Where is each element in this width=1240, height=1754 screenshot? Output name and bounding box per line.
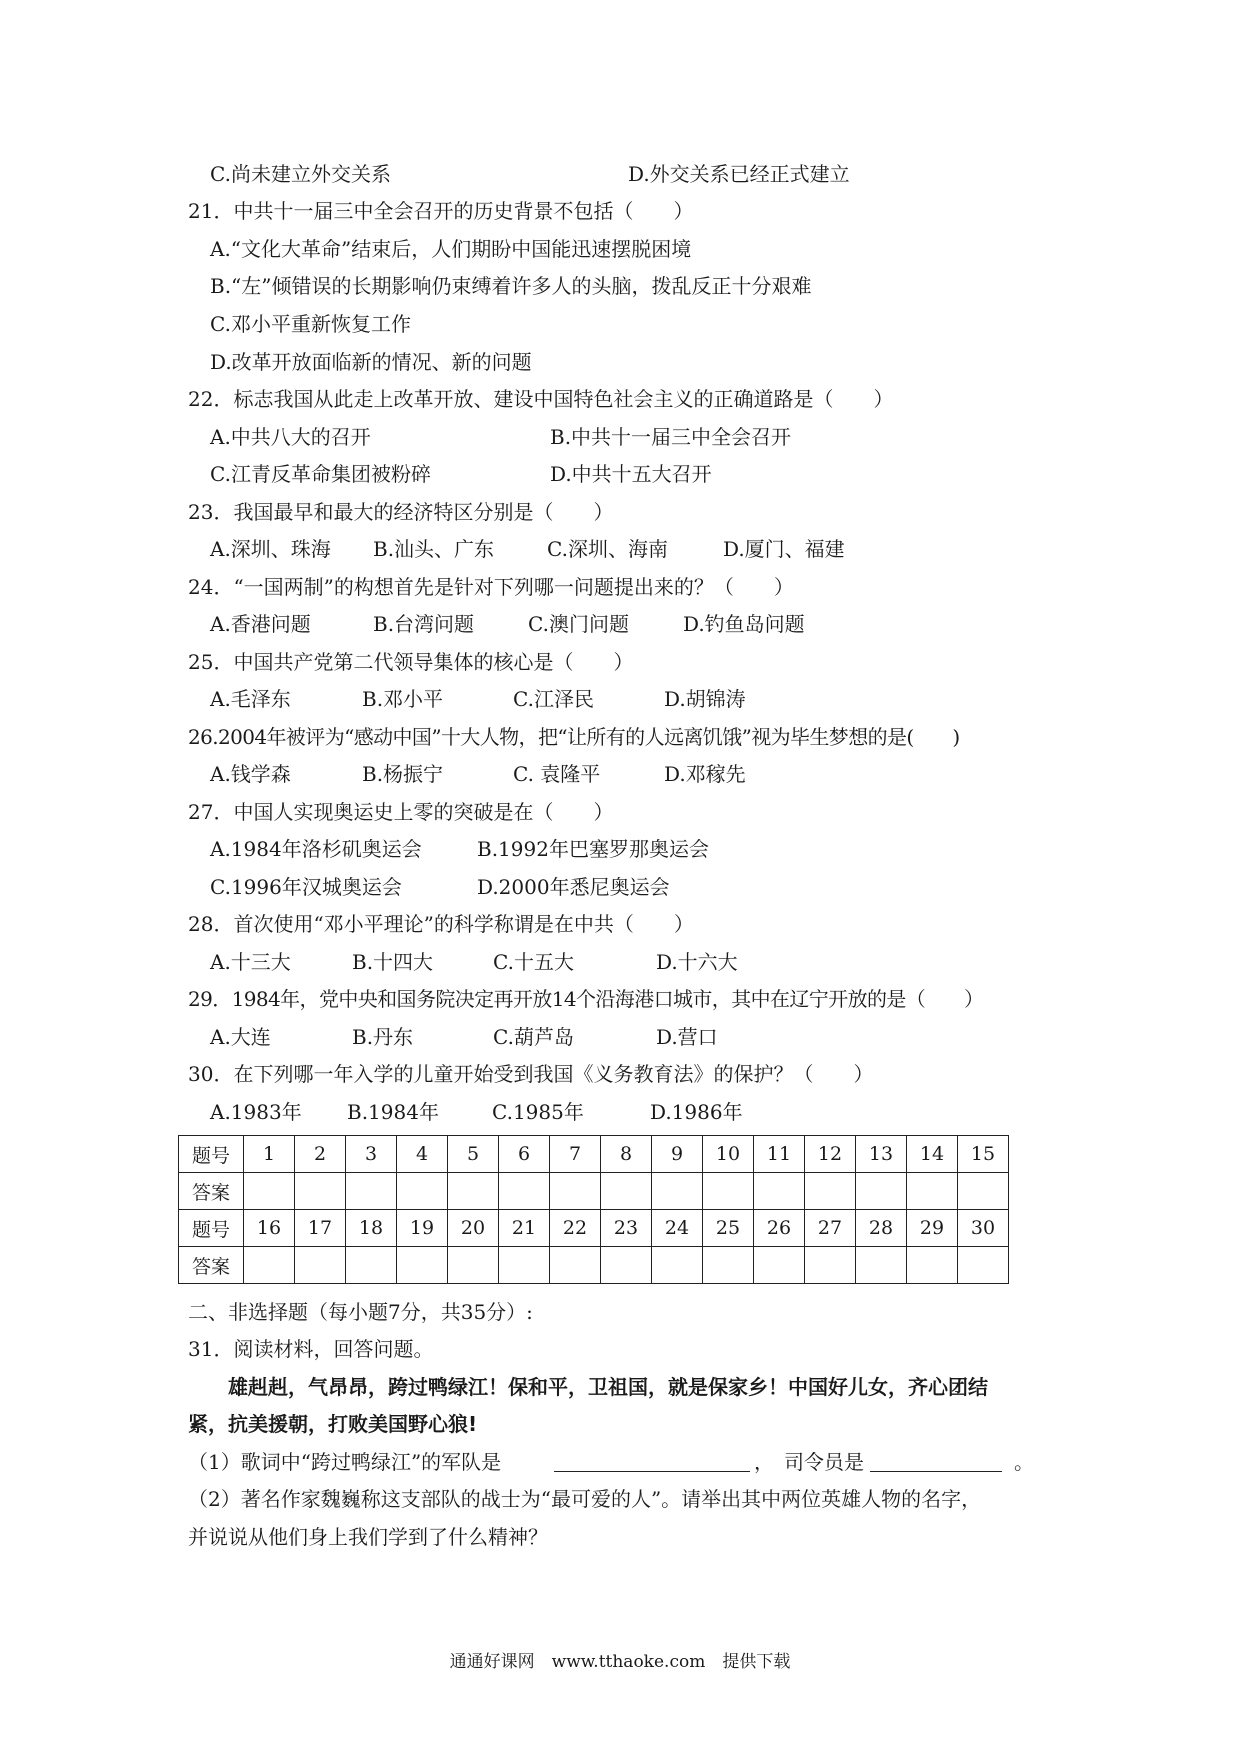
table-number-cell: 20 xyxy=(448,1210,499,1247)
q25-stem: 25．中国共产党第二代领导集体的核心是（ ） xyxy=(188,650,634,674)
table-number-cell: 25 xyxy=(703,1210,754,1247)
q23-option-b: B.汕头、广东 xyxy=(373,537,495,561)
table-number-cell: 5 xyxy=(448,1136,499,1173)
table-number-row xyxy=(179,1210,1009,1247)
table-answer-cell[interactable] xyxy=(958,1247,1009,1284)
q31-sub2-line1: （2）著名作家魏巍称这支部队的战士为“最可爱的人”。请举出其中两位英雄人物的名字， xyxy=(188,1487,982,1511)
q25-option-b: B.邓小平 xyxy=(362,687,444,711)
table-number-label: 题号 xyxy=(179,1136,244,1173)
table-number-cell: 12 xyxy=(805,1136,856,1173)
table-number-cell: 21 xyxy=(499,1210,550,1247)
q21-option-d: D.改革开放面临新的情况、新的问题 xyxy=(210,350,532,374)
army-answer-blank[interactable] xyxy=(554,1449,750,1472)
table-number-cell: 15 xyxy=(958,1136,1009,1173)
table-number-cell: 9 xyxy=(652,1136,703,1173)
q22-stem: 22．标志我国从此走上改革开放、建设中国特色社会主义的正确道路是（ ） xyxy=(188,387,894,411)
q30-option-c: C.1985年 xyxy=(492,1100,584,1124)
q25-option-d: D.胡锦涛 xyxy=(664,687,746,711)
q22-option-d: D.中共十五大召开 xyxy=(550,462,712,486)
q22-option-a: A.中共八大的召开 xyxy=(210,425,371,449)
q28-option-b: B.十四大 xyxy=(352,950,434,974)
q26-option-b: B.杨振宁 xyxy=(362,762,444,786)
table-answer-cell[interactable] xyxy=(958,1173,1009,1210)
table-answer-cell[interactable] xyxy=(397,1247,448,1284)
q28-option-c: C.十五大 xyxy=(493,950,574,974)
commander-answer-blank[interactable] xyxy=(870,1449,1002,1472)
table-number-cell: 16 xyxy=(244,1210,295,1247)
table-answer-cell[interactable] xyxy=(805,1247,856,1284)
q24-option-b: B.台湾问题 xyxy=(373,612,475,636)
table-answer-cell[interactable] xyxy=(856,1173,907,1210)
lyric-line-1: 雄赳赳，气昂昂，跨过鸭绿江！保和平，卫祖国，就是保家乡！中国好儿女，齐心团结 xyxy=(188,1375,988,1399)
q24-stem: 24．“一国两制”的构想首先是针对下列哪一问题提出来的？（ ） xyxy=(188,575,794,599)
table-number-cell: 10 xyxy=(703,1136,754,1173)
table-answer-cell[interactable] xyxy=(805,1173,856,1210)
table-number-cell: 23 xyxy=(601,1210,652,1247)
table-answer-cell[interactable] xyxy=(499,1247,550,1284)
q31-sub1-text: （1）歌词中“跨过鸭绿江”的军队是 xyxy=(188,1450,502,1474)
table-number-cell: 8 xyxy=(601,1136,652,1173)
q27-option-c: C.1996年汉城奥运会 xyxy=(210,875,402,899)
q21-option-c: C.邓小平重新恢复工作 xyxy=(210,312,411,336)
q27-stem: 27．中国人实现奥运史上零的突破是在（ ） xyxy=(188,800,614,824)
table-answer-cell[interactable] xyxy=(601,1173,652,1210)
table-number-cell: 7 xyxy=(550,1136,601,1173)
table-number-cell: 26 xyxy=(754,1210,805,1247)
q26-option-a: A.钱学森 xyxy=(210,762,291,786)
table-number-cell: 27 xyxy=(805,1210,856,1247)
table-number-cell: 2 xyxy=(295,1136,346,1173)
q29-option-b: B.丹东 xyxy=(352,1025,414,1049)
table-number-cell: 30 xyxy=(958,1210,1009,1247)
table-answer-label: 答案 xyxy=(179,1247,244,1284)
q27-option-d: D.2000年悉尼奥运会 xyxy=(477,875,670,899)
section2-title: 二、非选择题（每小题7分，共35分）: xyxy=(188,1300,533,1324)
table-answer-cell[interactable] xyxy=(448,1247,499,1284)
table-number-cell: 6 xyxy=(499,1136,550,1173)
table-answer-label: 答案 xyxy=(179,1173,244,1210)
table-number-cell: 29 xyxy=(907,1210,958,1247)
table-number-cell: 19 xyxy=(397,1210,448,1247)
q21-option-b: B.“左”倾错误的长期影响仍束缚着许多人的头脑，拨乱反正十分艰难 xyxy=(210,274,812,298)
answer-table xyxy=(178,1135,1009,1284)
q31-stem: 31．阅读材料，回答问题。 xyxy=(188,1337,434,1361)
table-number-cell: 4 xyxy=(397,1136,448,1173)
q29-option-d: D.营口 xyxy=(656,1025,718,1049)
q20-option-c: C.尚未建立外交关系 xyxy=(210,162,391,186)
q20-option-d: D.外交关系已经正式建立 xyxy=(628,162,850,186)
q30-option-b: B.1984年 xyxy=(347,1100,439,1124)
table-answer-cell[interactable] xyxy=(244,1173,295,1210)
table-answer-cell[interactable] xyxy=(703,1247,754,1284)
q23-option-d: D.厦门、福建 xyxy=(723,537,845,561)
lyric-line-2: 紧，抗美援朝，打败美国野心狼! xyxy=(188,1412,478,1436)
q26-option-d: D.邓稼先 xyxy=(664,762,746,786)
q24-option-d: D.钓鱼岛问题 xyxy=(683,612,805,636)
q24-option-a: A.香港问题 xyxy=(210,612,311,636)
table-number-row xyxy=(179,1136,1009,1173)
q23-option-c: C.深圳、海南 xyxy=(547,537,668,561)
table-number-cell: 1 xyxy=(244,1136,295,1173)
table-answer-cell[interactable] xyxy=(601,1247,652,1284)
table-answer-cell[interactable] xyxy=(550,1247,601,1284)
q29-option-a: A.大连 xyxy=(210,1025,271,1049)
table-answer-cell[interactable] xyxy=(499,1173,550,1210)
q30-option-a: A.1983年 xyxy=(210,1100,302,1124)
q26-stem: 26.2004年被评为“感动中国”十大人物，把“让所有的人远离饥饿”视为毕生梦想的是( ) xyxy=(188,725,960,749)
table-answer-cell[interactable] xyxy=(754,1173,805,1210)
q26-option-c: C. 袁隆平 xyxy=(513,762,601,786)
q28-option-a: A.十三大 xyxy=(210,950,291,974)
q30-stem: 30．在下列哪一年入学的儿童开始受到我国《义务教育法》的保护？（ ） xyxy=(188,1062,874,1086)
table-number-cell: 17 xyxy=(295,1210,346,1247)
table-number-cell: 18 xyxy=(346,1210,397,1247)
q22-option-c: C.江青反革命集团被粉碎 xyxy=(210,462,431,486)
table-answer-cell[interactable] xyxy=(703,1173,754,1210)
table-number-cell: 28 xyxy=(856,1210,907,1247)
table-answer-cell[interactable] xyxy=(754,1247,805,1284)
table-number-cell: 11 xyxy=(754,1136,805,1173)
q22-option-b: B.中共十一届三中全会召开 xyxy=(550,425,792,449)
q28-stem: 28．首次使用“邓小平理论”的科学称谓是在中共（ ） xyxy=(188,912,694,936)
table-answer-cell[interactable] xyxy=(550,1173,601,1210)
q28-option-d: D.十六大 xyxy=(656,950,738,974)
q29-option-c: C.葫芦岛 xyxy=(493,1025,574,1049)
table-number-cell: 3 xyxy=(346,1136,397,1173)
q21-option-a: A.“文化大革命”结束后，人们期盼中国能迅速摆脱困境 xyxy=(210,237,692,261)
q27-option-a: A.1984年洛杉矶奥运会 xyxy=(210,837,422,861)
table-answer-row xyxy=(179,1173,1009,1210)
table-number-cell: 24 xyxy=(652,1210,703,1247)
table-number-cell: 14 xyxy=(907,1136,958,1173)
q31-sub2-line2: 并说说从他们身上我们学到了什么精神？ xyxy=(188,1525,548,1549)
table-number-cell: 22 xyxy=(550,1210,601,1247)
q23-stem: 23．我国最早和最大的经济特区分别是（ ） xyxy=(188,500,614,524)
footer: 通通好课网 www.tthaoke.com 提供下载 xyxy=(449,1652,791,1672)
table-answer-cell[interactable] xyxy=(295,1173,346,1210)
table-answer-cell[interactable] xyxy=(295,1247,346,1284)
table-answer-cell[interactable] xyxy=(652,1247,703,1284)
table-number-cell: 13 xyxy=(856,1136,907,1173)
table-answer-cell[interactable] xyxy=(652,1173,703,1210)
table-answer-cell[interactable] xyxy=(448,1173,499,1210)
table-number-label: 题号 xyxy=(179,1210,244,1247)
q29-stem: 29．1984年，党中央和国务院决定再开放14个沿海港口城市，其中在辽宁开放的是（ ） xyxy=(188,987,984,1011)
q25-option-c: C.江泽民 xyxy=(513,687,594,711)
q21-stem: 21．中共十一届三中全会召开的历史背景不包括（ ） xyxy=(188,199,694,223)
q25-option-a: A.毛泽东 xyxy=(210,687,291,711)
table-answer-cell[interactable] xyxy=(346,1247,397,1284)
table-answer-row xyxy=(179,1247,1009,1284)
table-answer-cell[interactable] xyxy=(397,1173,448,1210)
q23-option-a: A.深圳、珠海 xyxy=(210,537,331,561)
table-answer-cell[interactable] xyxy=(346,1173,397,1210)
q30-option-d: D.1986年 xyxy=(650,1100,743,1124)
q31-sub1-text-2: ， 司令员是 xyxy=(754,1450,864,1474)
table-answer-cell[interactable] xyxy=(907,1173,958,1210)
q27-option-b: B.1992年巴塞罗那奥运会 xyxy=(477,837,709,861)
table-answer-cell[interactable] xyxy=(907,1247,958,1284)
q31-sub1-period: 。 xyxy=(1014,1450,1034,1474)
q24-option-c: C.澳门问题 xyxy=(528,612,629,636)
table-answer-cell[interactable] xyxy=(856,1247,907,1284)
table-answer-cell[interactable] xyxy=(244,1247,295,1284)
